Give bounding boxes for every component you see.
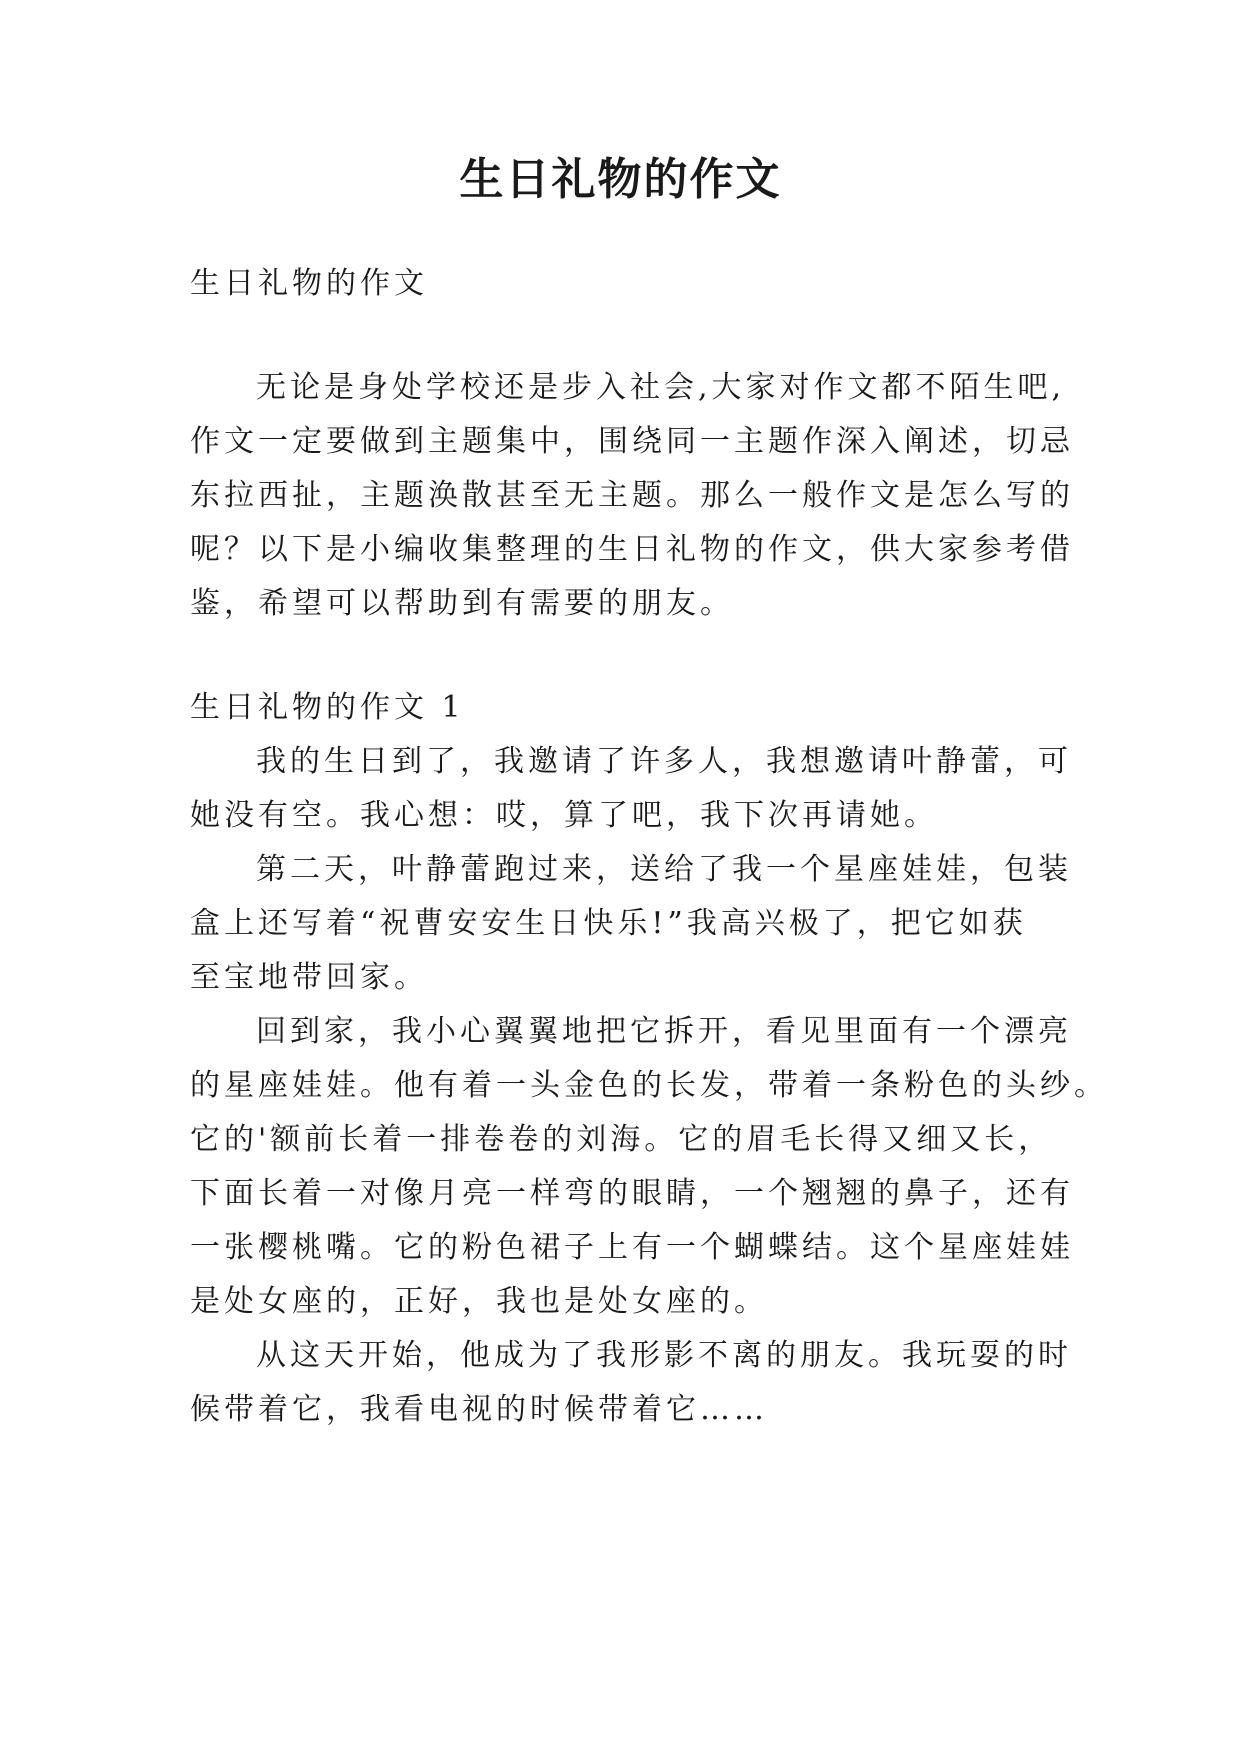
paragraph-line: 候带着它，我看电视的时候带着它……: [190, 1392, 768, 1427]
paragraph-line: 她没有空。我心想：哎，算了吧，我下次再请她。: [190, 798, 938, 833]
paragraph-line: 从这天开始，他成为了我形影不离的朋友。我玩耍的时: [256, 1338, 1072, 1373]
intro-line: 呢？以下是小编收集整理的生日礼物的作文，供大家参考借: [190, 532, 1074, 567]
paragraph-line: 下面长着一对像月亮一样弯的眼睛，一个翘翘的鼻子，还有: [190, 1176, 1074, 1211]
intro-line: 东拉西扯，主题涣散甚至无主题。那么一般作文是怎么写的: [190, 478, 1074, 513]
paragraph-line: 回到家，我小心翼翼地把它拆开，看见里面有一个漂亮: [256, 1014, 1072, 1049]
paragraph-line: 第二天，叶静蕾跑过来，送给了我一个星座娃娃，包装: [256, 852, 1072, 887]
paragraph-line: 它的'额前长着一排卷卷的刘海。它的眉毛长得又细又长，: [190, 1122, 1053, 1157]
paragraph-line: 一张樱桃嘴。它的粉色裙子上有一个蝴蝶结。这个星座娃娃: [190, 1230, 1074, 1265]
intro-line: 作文一定要做到主题集中，围绕同一主题作深入阐述，切忌: [190, 424, 1074, 459]
paragraph-line: 盒上还写着“祝曹安安生日快乐!”我高兴极了，把它如获: [190, 906, 1027, 941]
paragraph-line: 至宝地带回家。: [190, 960, 428, 995]
paragraph-line: 我的生日到了，我邀请了许多人，我想邀请叶静蕾，可: [256, 744, 1072, 779]
paragraph-line: 是处女座的，正好，我也是处女座的。: [190, 1284, 768, 1319]
document-subtitle: 生日礼物的作文: [190, 266, 428, 301]
intro-line: 无论是身处学校还是步入社会,大家对作文都不陌生吧,: [256, 370, 1066, 405]
section-heading: 生日礼物的作文 1: [190, 690, 465, 725]
paragraph-line: 的星座娃娃。他有着一头金色的长发，带着一条粉色的头纱。: [190, 1068, 1108, 1103]
intro-line: 鉴，希望可以帮助到有需要的朋友。: [190, 586, 734, 621]
document-title: 生日礼物的作文: [459, 154, 782, 205]
